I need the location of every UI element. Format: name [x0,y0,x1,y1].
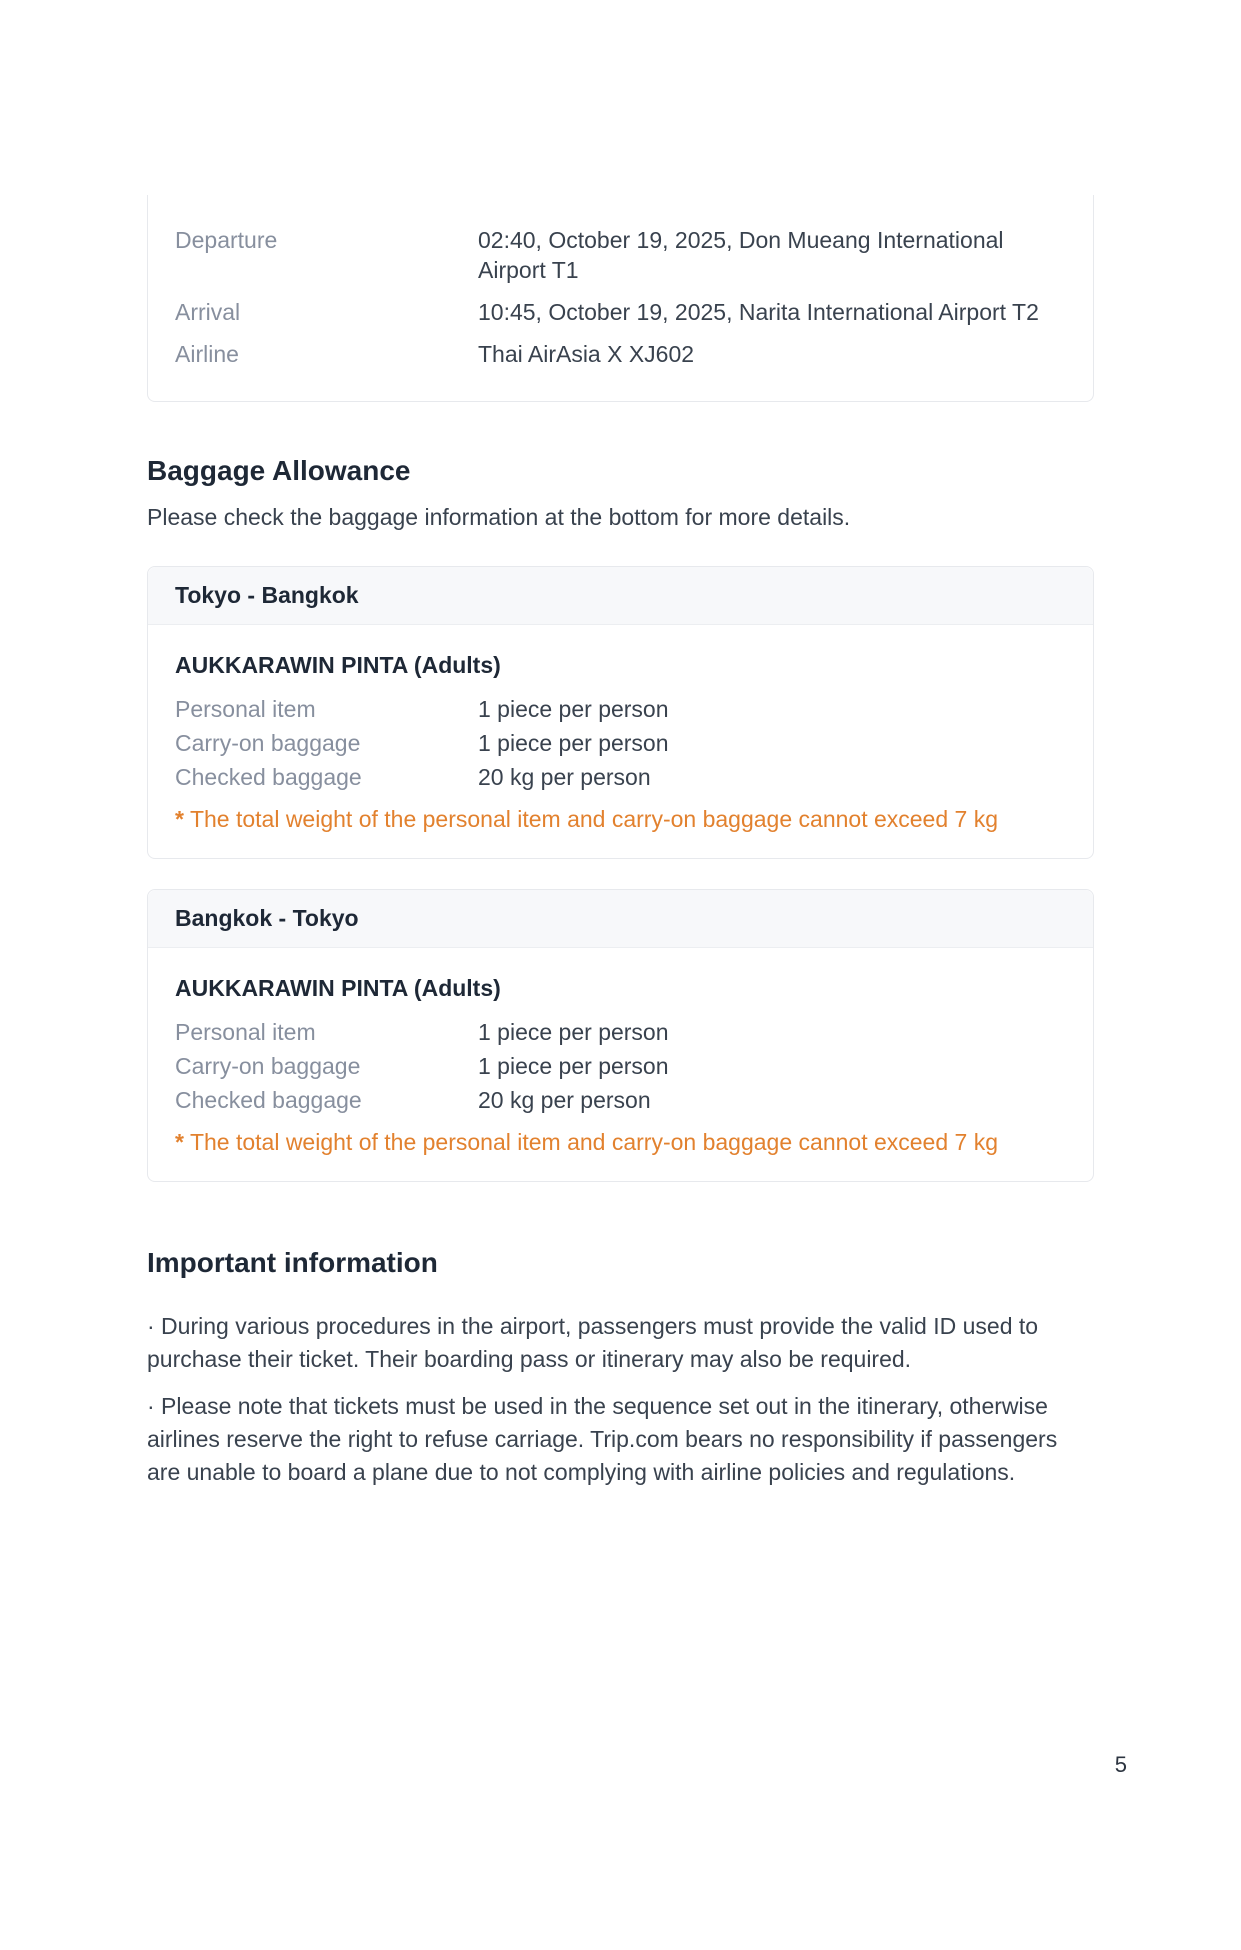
baggage-rows [175,1017,1066,1115]
departure-value: 02:40, October 19, 2025, Don Mueang International Airport T1 [478,227,1004,283]
note-text: The total weight of the personal item and carry-on baggage cannot exceed 7 kg [189,806,999,832]
baggage-weight-note [175,1127,1066,1157]
baggage-card-bangkok-tokyo [147,889,1094,1182]
note-asterisk: * [175,806,184,832]
baggage-card-body [148,948,1093,1181]
checked-baggage-label: Checked baggage [175,1087,362,1113]
passenger-name: AUKKARAWIN PINTA (Adults) [175,652,501,678]
route-header: Tokyo - Bangkok [148,567,1093,625]
checked-baggage-value: 20 kg per person [478,764,651,790]
baggage-card-tokyo-bangkok [147,566,1094,859]
personal-item-value: 1 piece per person [478,1019,669,1045]
baggage-allowance-title: Baggage Allowance [147,455,411,486]
arrival-label: Arrival [175,299,241,325]
carry-on-row [175,728,1066,758]
personal-item-label: Personal item [175,1019,316,1045]
passenger-name: AUKKARAWIN PINTA (Adults) [175,975,501,1001]
airline-label: Airline [175,341,239,367]
personal-item-value: 1 piece per person [478,696,669,722]
personal-item-label: Personal item [175,696,316,722]
departure-row [175,225,1066,285]
arrival-value: 10:45, October 19, 2025, Narita International Airport T2 [478,299,1039,325]
important-information-title: Important information [147,1247,438,1278]
personal-item-row [175,1017,1066,1047]
carry-on-label: Carry-on baggage [175,1053,361,1079]
carry-on-row [175,1051,1066,1081]
info-bullet-id-requirement: · During various procedures in the airport, passengers must provide the valid ID used to purchase their ticket. Their boarding pass or itinerary may also be required. [147,1313,1039,1372]
airline-value: Thai AirAsia X XJ602 [478,341,695,367]
baggage-rows [175,694,1066,792]
route-header: Bangkok - Tokyo [148,890,1093,948]
info-bullet-ticket-sequence: · Please note that tickets must be used in the sequence set out in the itinerary, otherwise airlines reserve the right to refuse carriage. Trip.com bears no responsibility if passengers are unable to board a plane due to not complying with airline policies and regulations. [147,1393,1058,1485]
personal-item-row [175,694,1066,724]
baggage-weight-note [175,804,1066,834]
carry-on-value: 1 piece per person [478,730,669,756]
note-text: The total weight of the personal item and carry-on baggage cannot exceed 7 kg [189,1129,999,1155]
carry-on-label: Carry-on baggage [175,730,361,756]
checked-baggage-label: Checked baggage [175,764,362,790]
page-number: 5 [1114,1752,1127,1777]
carry-on-value: 1 piece per person [478,1053,669,1079]
arrival-row [175,297,1066,327]
document-page-content [147,195,1094,1489]
departure-label: Departure [175,227,278,253]
note-asterisk: * [175,1129,184,1155]
checked-baggage-value: 20 kg per person [478,1087,651,1113]
baggage-allowance-subtitle: Please check the baggage information at the bottom for more details. [147,504,851,530]
checked-baggage-row [175,762,1066,792]
baggage-card-body [148,625,1093,858]
flight-details-card [147,195,1094,402]
airline-row [175,339,1066,369]
checked-baggage-row [175,1085,1066,1115]
